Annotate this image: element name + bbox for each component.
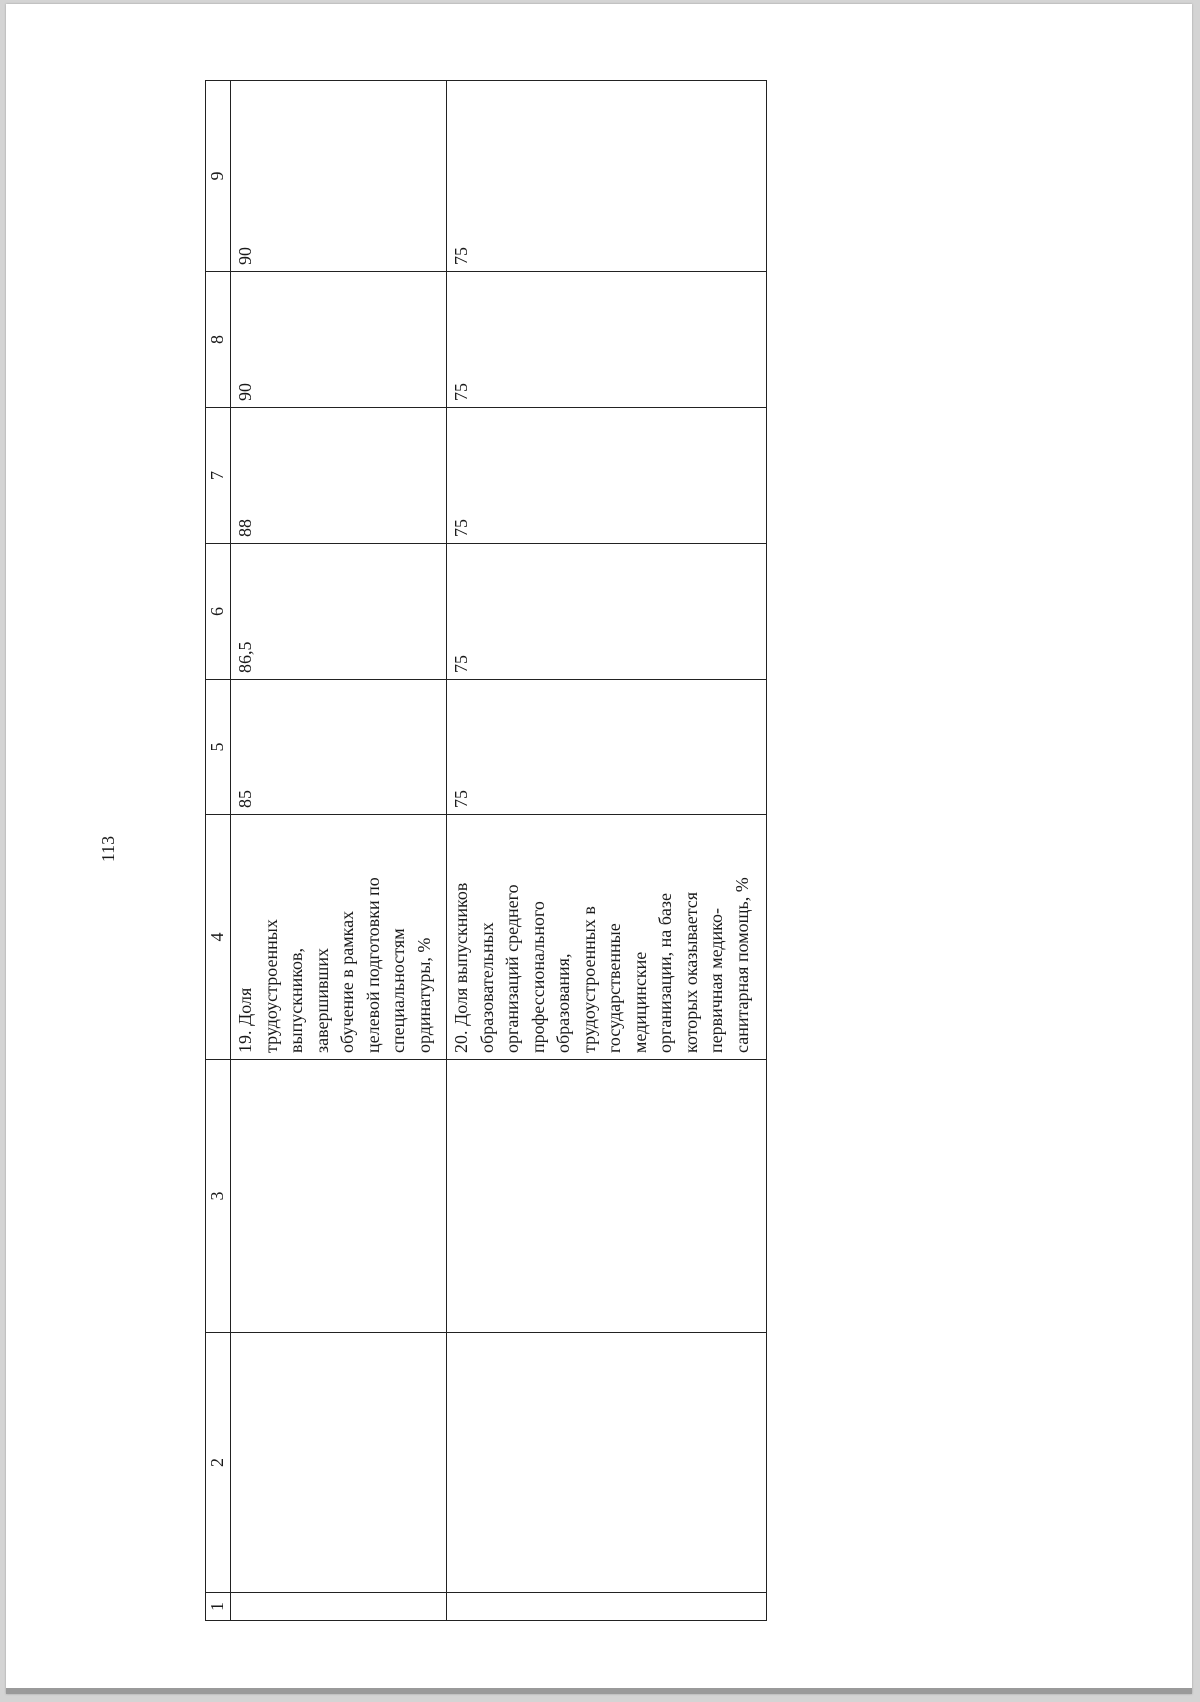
row-1-col-2 <box>231 1333 447 1593</box>
header-cell-6: 6 <box>206 544 231 680</box>
row-1-col-1 <box>231 1593 447 1621</box>
table-row <box>447 81 767 1621</box>
row-2-col-2 <box>447 1333 767 1593</box>
header-cell-2: 2 <box>206 1333 231 1593</box>
header-cell-3: 3 <box>206 1060 231 1333</box>
header-cell-7: 7 <box>206 408 231 544</box>
scan-edge-shadow <box>6 1688 1192 1694</box>
row-2-col-3 <box>447 1060 767 1333</box>
row-1-value-9: 90 <box>231 81 447 272</box>
header-cell-4: 4 <box>206 815 231 1060</box>
header-row <box>206 81 231 1621</box>
page-number: 113 <box>98 835 118 863</box>
row-2-value-7: 75 <box>447 408 767 544</box>
row-1-indicator: 19. Доля трудоустроенных выпускников, завершивших обучение в рамках целевой подготовки по специальностям ординатуры, % <box>231 815 447 1060</box>
row-1-value-8: 90 <box>231 272 447 408</box>
row-2-value-8: 75 <box>447 272 767 408</box>
row-1-value-7: 88 <box>231 408 447 544</box>
header-cell-1: 1 <box>206 1593 231 1621</box>
header-cell-8: 8 <box>206 272 231 408</box>
document-page <box>6 4 1192 1694</box>
row-1-col-3 <box>231 1060 447 1333</box>
row-2-value-9: 75 <box>447 81 767 272</box>
table-container <box>205 81 765 1621</box>
table-row <box>231 81 447 1621</box>
row-2-value-6: 75 <box>447 544 767 680</box>
row-2-indicator: 20. Доля выпускников образовательных организаций среднего профессионального образования, трудоустроенных в государственные медицинские организации, на базе которых оказывается первичная медико- санитарная помощь, % <box>447 815 767 1060</box>
row-1-value-6: 86,5 <box>231 544 447 680</box>
header-cell-9: 9 <box>206 81 231 272</box>
header-cell-5: 5 <box>206 680 231 815</box>
row-2-col-1 <box>447 1593 767 1621</box>
rotated-table-frame <box>205 81 765 1621</box>
indicator-table <box>205 80 767 1621</box>
row-1-value-5: 85 <box>231 680 447 815</box>
row-2-value-5: 75 <box>447 680 767 815</box>
